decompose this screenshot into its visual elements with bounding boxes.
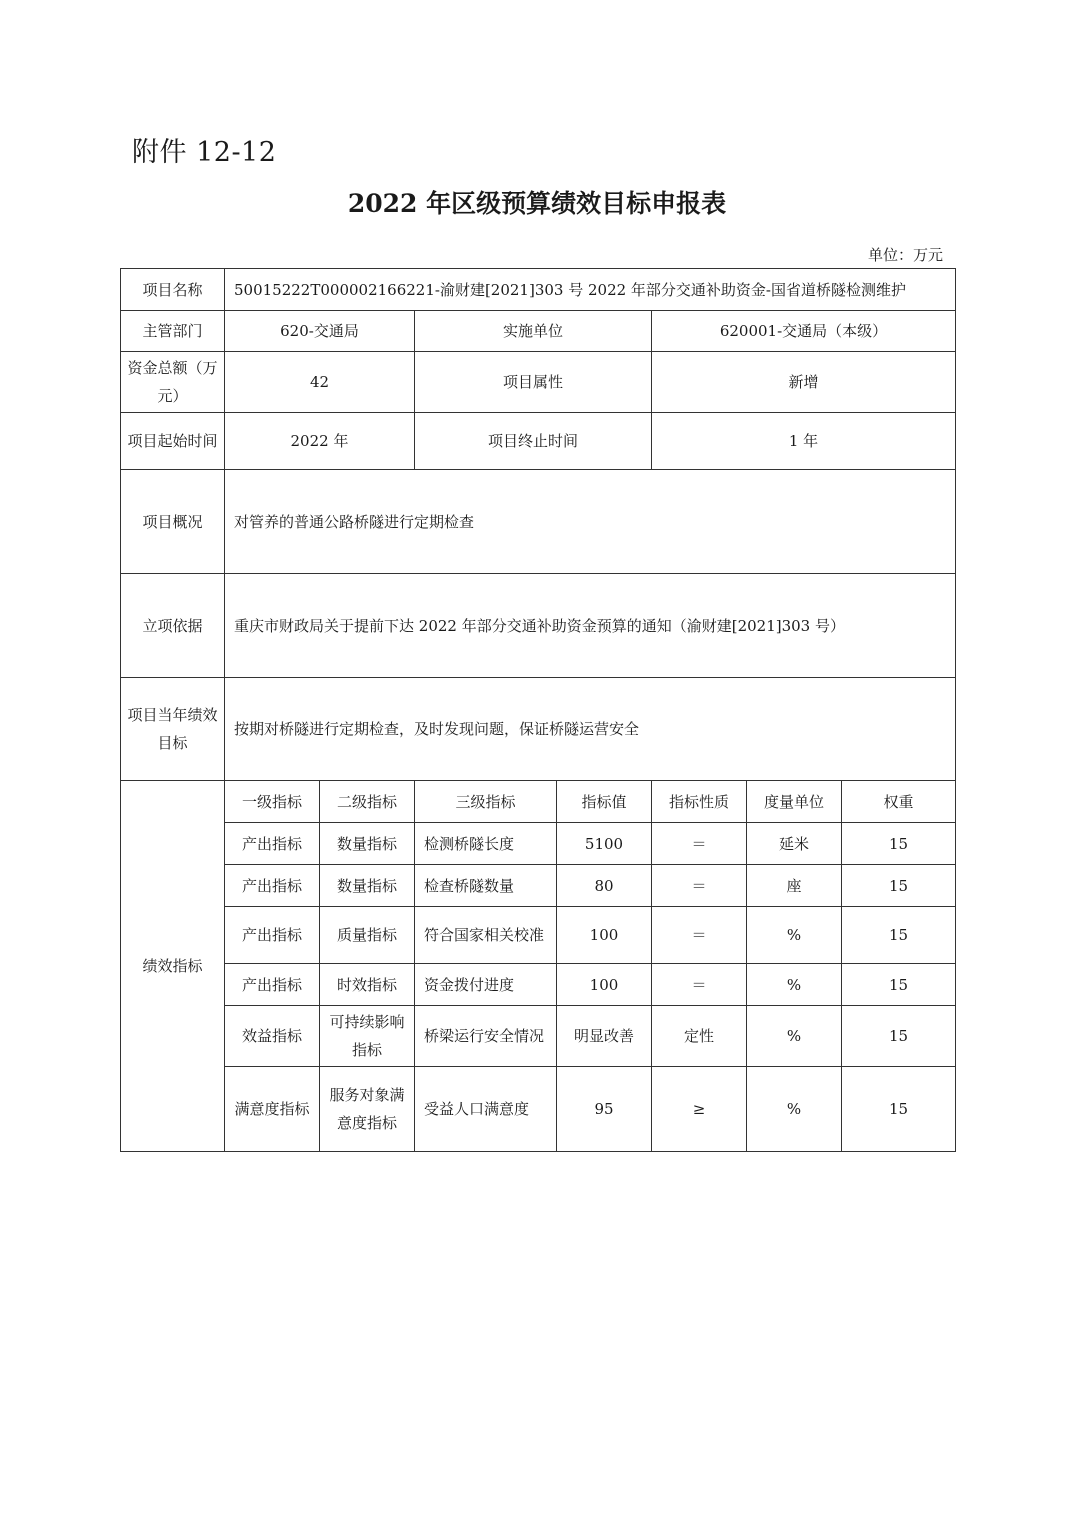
level1-cell: 产出指标: [225, 865, 320, 907]
unit-cell: 延米: [747, 823, 842, 865]
level1-cell: 产出指标: [225, 964, 320, 1006]
value-cell: 100: [557, 964, 652, 1006]
level3-cell: 检查桥隧数量: [415, 865, 557, 907]
impl-label: 实施单位: [415, 311, 652, 352]
indicator-header-row: [121, 781, 956, 823]
unit-cell: %: [747, 1067, 842, 1152]
unit-cell: 座: [747, 865, 842, 907]
start-label: 项目起始时间: [121, 413, 225, 470]
level2-cell: 服务对象满意度指标: [320, 1067, 415, 1152]
row-fund: [121, 352, 956, 413]
weight-cell: 15: [842, 823, 956, 865]
unit-cell: %: [747, 907, 842, 964]
header-cell: 指标性质: [652, 781, 747, 823]
level1-cell: 效益指标: [225, 1006, 320, 1067]
value-cell: 100: [557, 907, 652, 964]
weight-cell: 15: [842, 1006, 956, 1067]
weight-cell: 15: [842, 865, 956, 907]
value-cell: 明显改善: [557, 1006, 652, 1067]
level2-cell: 数量指标: [320, 865, 415, 907]
dept-value: 620-交通局: [225, 311, 415, 352]
nature-cell: ＝: [652, 907, 747, 964]
impl-value: 620001-交通局（本级）: [652, 311, 956, 352]
start-value: 2022 年: [225, 413, 415, 470]
row-basis: [121, 574, 956, 678]
level3-cell: 符合国家相关校准: [415, 907, 557, 964]
level2-cell: 可持续影响指标: [320, 1006, 415, 1067]
project-name-value: 50015222T000002166221-渝财建[2021]303 号 2022 年部分交通补助资金-国省道桥隧检测维护: [225, 269, 956, 311]
indicator-row: [121, 1067, 956, 1152]
dept-label: 主管部门: [121, 311, 225, 352]
indicator-row: [121, 823, 956, 865]
goal-label: 项目当年绩效目标: [121, 678, 225, 781]
unit-cell: %: [747, 964, 842, 1006]
nature-cell: ＝: [652, 823, 747, 865]
nature-cell: ≥: [652, 1067, 747, 1152]
overview-value: 对管养的普通公路桥隧进行定期检查: [225, 470, 956, 574]
indicator-row: [121, 1006, 956, 1067]
weight-cell: 15: [842, 964, 956, 1006]
perf-label: 绩效指标: [121, 781, 225, 1152]
weight-cell: 15: [842, 1067, 956, 1152]
nature-cell: 定性: [652, 1006, 747, 1067]
row-project-name: [121, 269, 956, 311]
header-cell: 度量单位: [747, 781, 842, 823]
end-label: 项目终止时间: [415, 413, 652, 470]
attachment-label: 附件 12-12: [132, 137, 277, 168]
level3-cell: 受益人口满意度: [415, 1067, 557, 1152]
indicator-row: [121, 907, 956, 964]
header-cell: 二级指标: [320, 781, 415, 823]
unit-cell: %: [747, 1006, 842, 1067]
level3-cell: 检测桥隧长度: [415, 823, 557, 865]
value-cell: 5100: [557, 823, 652, 865]
page-title: 2022 年区级预算绩效目标申报表: [347, 189, 727, 218]
level3-cell: 资金拨付进度: [415, 964, 557, 1006]
row-overview: [121, 470, 956, 574]
project-name-label: 项目名称: [121, 269, 225, 311]
value-cell: 95: [557, 1067, 652, 1152]
level2-cell: 数量指标: [320, 823, 415, 865]
nature-cell: ＝: [652, 964, 747, 1006]
unit-label: 单位：万元: [867, 246, 943, 264]
level1-cell: 产出指标: [225, 823, 320, 865]
indicator-row: [121, 964, 956, 1006]
fund-label: 资金总额（万元）: [121, 352, 225, 413]
header-cell: 一级指标: [225, 781, 320, 823]
level1-cell: 满意度指标: [225, 1067, 320, 1152]
row-goal: [121, 678, 956, 781]
weight-cell: 15: [842, 907, 956, 964]
nature-cell: ＝: [652, 865, 747, 907]
overview-label: 项目概况: [121, 470, 225, 574]
level2-cell: 时效指标: [320, 964, 415, 1006]
indicator-row: [121, 865, 956, 907]
level3-cell: 桥梁运行安全情况: [415, 1006, 557, 1067]
row-department: [121, 311, 956, 352]
basis-value: 重庆市财政局关于提前下达 2022 年部分交通补助资金预算的通知（渝财建[2021]303 号）: [225, 574, 956, 678]
end-value: 1 年: [652, 413, 956, 470]
level2-cell: 质量指标: [320, 907, 415, 964]
attr-label: 项目属性: [415, 352, 652, 413]
fund-value: 42: [225, 352, 415, 413]
goal-value: 按期对桥隧进行定期检查，及时发现问题，保证桥隧运营安全: [225, 678, 956, 781]
header-cell: 指标值: [557, 781, 652, 823]
header-cell: 三级指标: [415, 781, 557, 823]
header-cell: 权重: [842, 781, 956, 823]
attr-value: 新增: [652, 352, 956, 413]
budget-form-table: [120, 268, 956, 1152]
level1-cell: 产出指标: [225, 907, 320, 964]
value-cell: 80: [557, 865, 652, 907]
row-time: [121, 413, 956, 470]
basis-label: 立项依据: [121, 574, 225, 678]
